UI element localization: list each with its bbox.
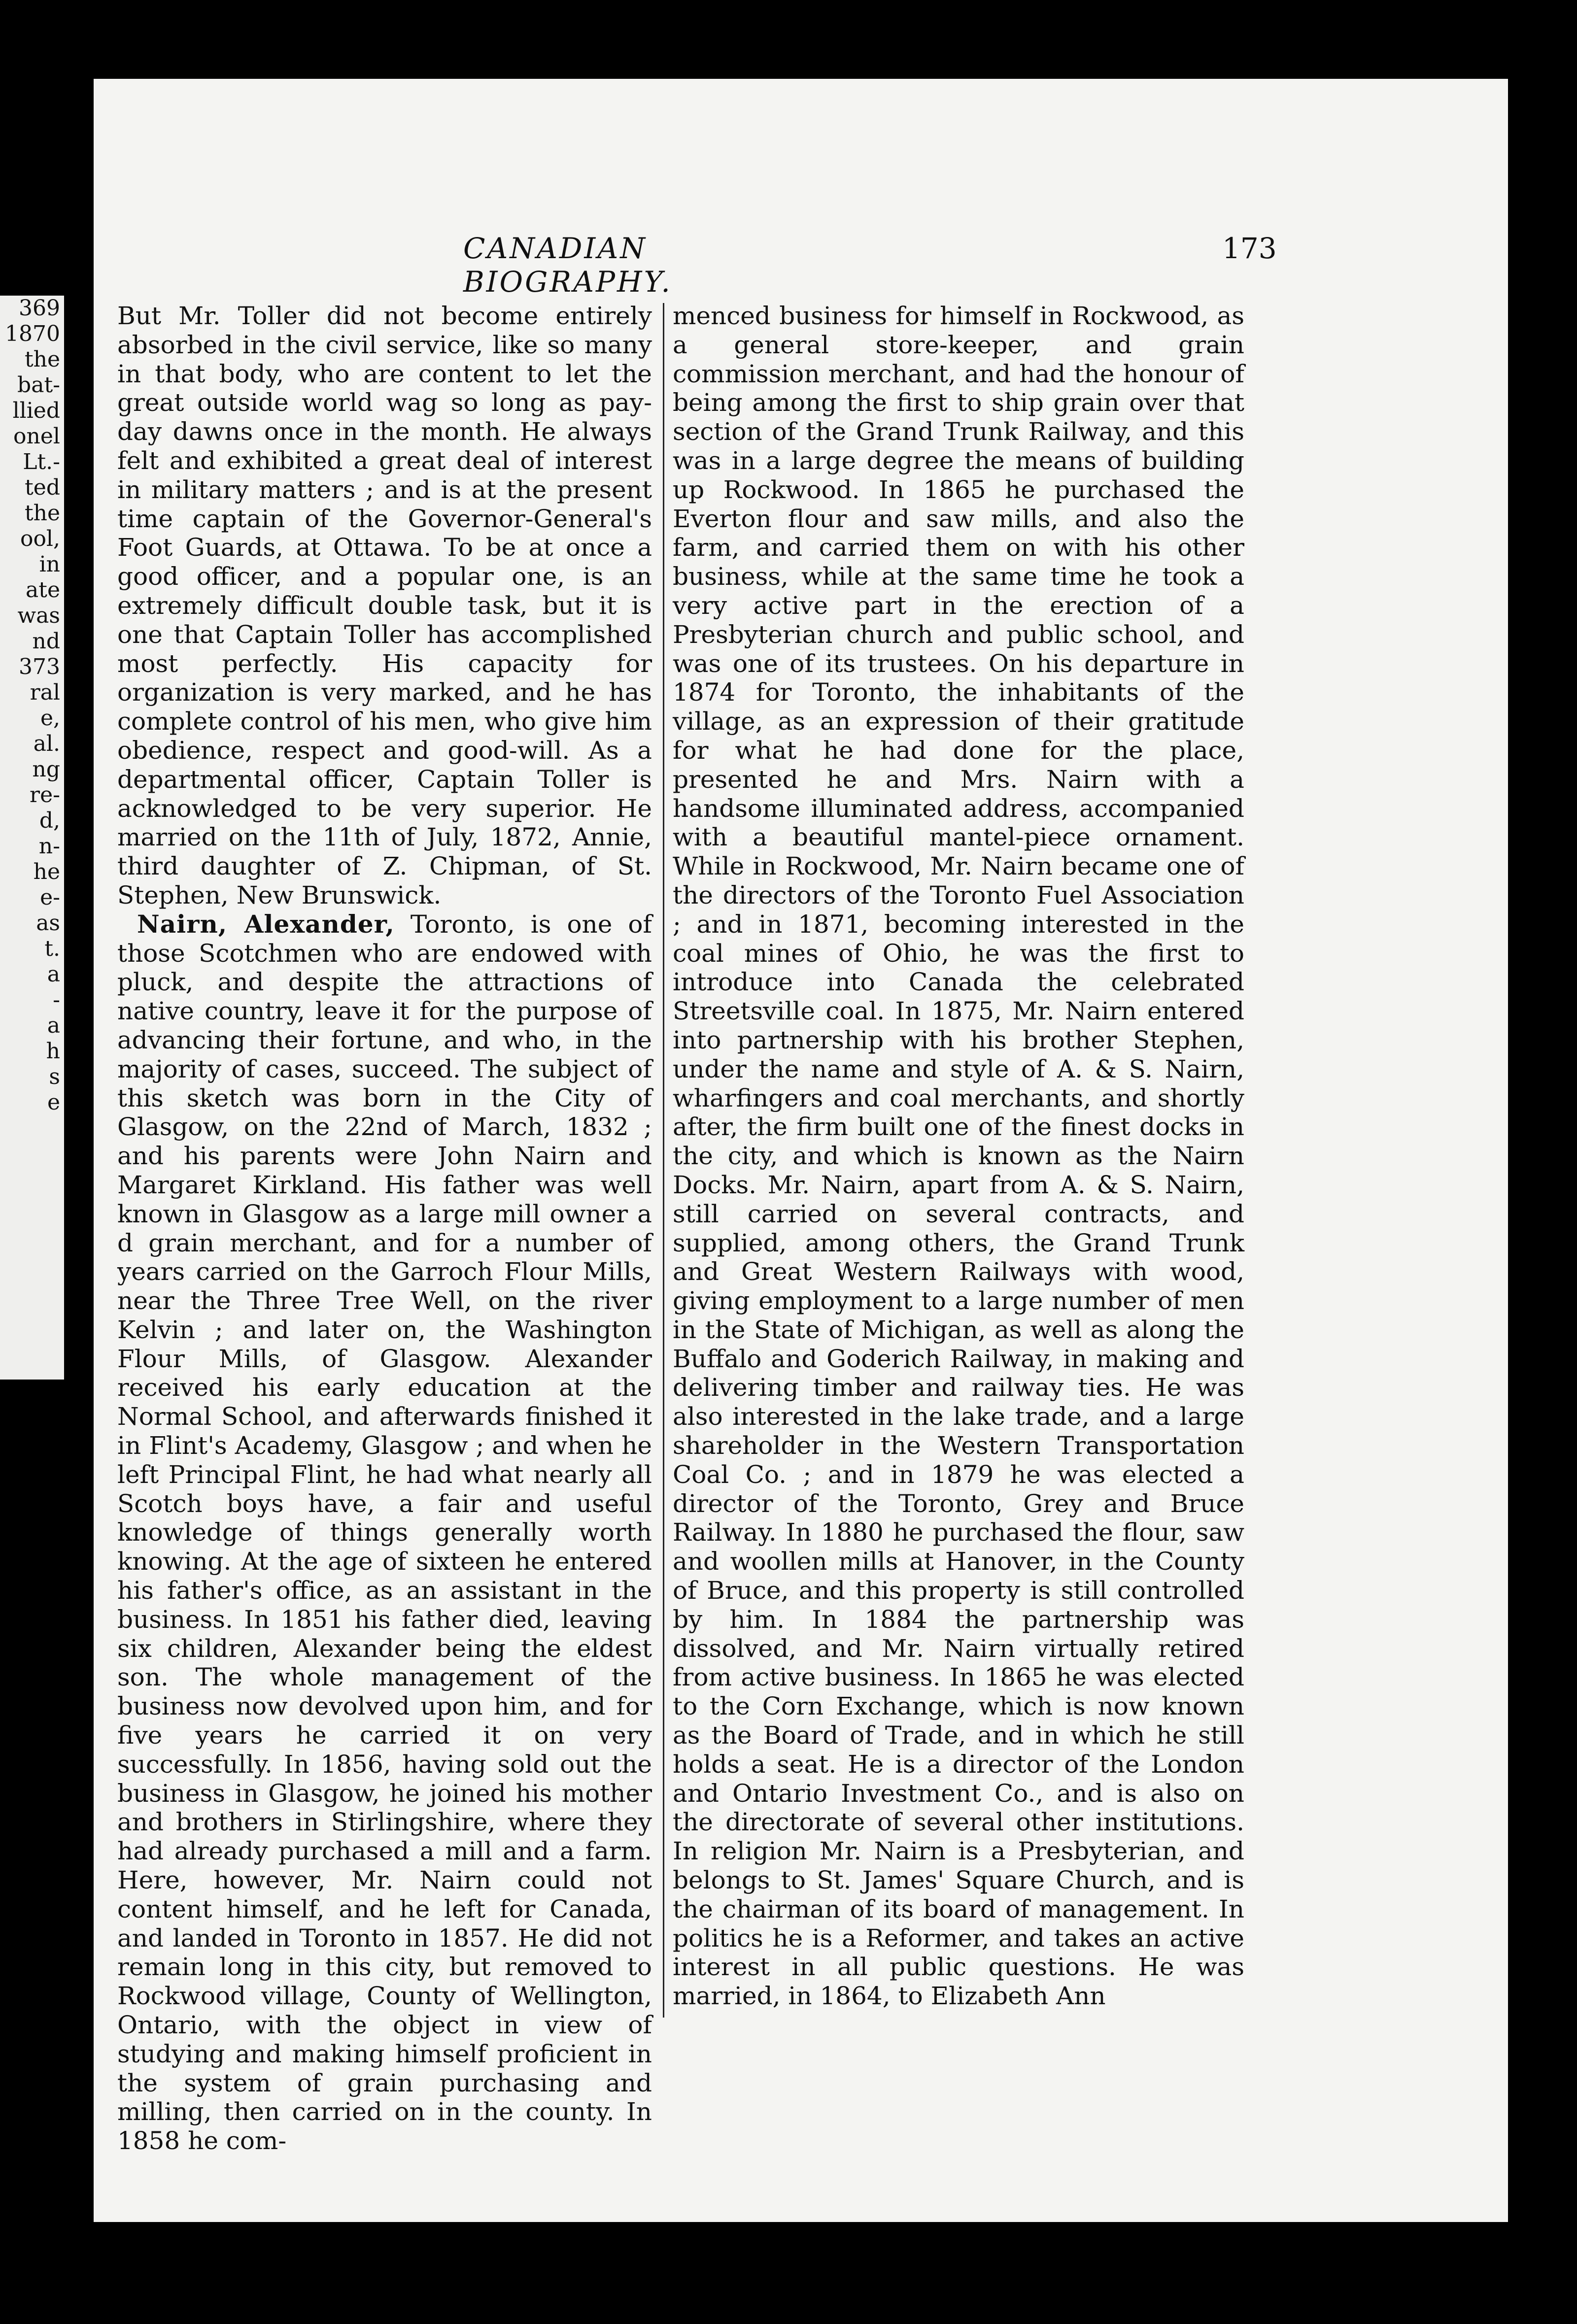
margin-fragment: a [47,1013,60,1038]
margin-fragment: h [46,1039,60,1064]
margin-fragment: e- [40,885,60,910]
margin-fragment: was [17,603,60,628]
paragraph-toller: But Mr. Toller did not become entirely absorbed in the civil service, like so many in that body, who are content to let the great outside world wag so long as pay-day dawns once in the month. He always felt and exhibited a great deal of interest in military matters ; and is at the present time captain of the Governor-General's Foot Guards, at Ottawa. To be at once a good officer, and a popular one, is an extremely difficult double task, but it is one that Captain Toller has accomplished most perfectly. His capacity for organization is very marked, and he has complete control of his men, who give him obedience, respect and good-will. As a departmental officer, Captain Toller is acknowledged to be very superior. He married on the 11th of July, 1872, Annie, third daughter of Z. Chipman, of St. Stephen, New Brunswick. [117,302,652,909]
entry-text: Toronto, is one of those Scotchmen who are endowed with pluck, and despite the attractions of native country, leave it for the purpose of advancing their fortune, and who, in the majority of cases, succeed. The subject of this sketch was born in the City of Glasgow, on the 22nd of March, 1832 ; and his parents were John Nairn and Margaret Kirkland. His father was well known in Glasgow as a large mill owner a d grain merchant, and for a number of years carried on the Garroch Flour Mills, near the Three Tree Well, on the river Kelvin ; and later on, the Washington Flour Mills, of Glasgow. Alexander received his early education at the Normal School, and afterwards finished it in Flint's Academy, Glasgow ; and when he left Principal Flint, he had what nearly all Scotch boys have, a fair and useful knowledge of things generally worth knowing. At the age of sixteen he entered his father's office, as an assistant in the business. In 1851 his father died, leaving six children, Alexander being the eldest son. The whole management of the business now devolved upon him, and for five years he carried it on very successfully. In 1856, having sold out the business in Glasgow, he joined his mother and brothers in Stirlingshire, where they had already purchased a mill and a farm. Here, however, Mr. Nairn could not content himself, and he left for Canada, and landed in Toronto in 1857. He did not remain long in this city, but removed to Rockwood village, County of Wellington, Ontario, with the object in view of studying and making himself proficient in the system of grain purchasing and milling, then carried on in the county. In 1858 he com- [117,909,652,2156]
margin-fragment: a [47,962,60,987]
running-title: CANADIAN BIOGRAPHY. [463,232,672,299]
margin-fragment: n- [38,834,60,859]
margin-fragment: nd [32,629,60,654]
column-divider [663,303,664,2018]
margin-fragment: e [47,1090,60,1115]
left-column [117,302,652,2156]
margin-fragment: ate [26,577,60,603]
margin-fragment: ng [32,757,60,782]
entry-headword: Nairn, Alexander, [137,909,395,939]
margin-fragment: onel [13,424,60,449]
margin-fragment: llied [12,398,60,423]
margin-fragment: 373 [19,654,60,679]
margin-fragment: s [49,1064,60,1089]
paragraph-nairn [117,910,652,2156]
margin-fragment: ool, [20,526,60,551]
margin-fragment: in [39,552,60,577]
margin-fragment: Lt.- [23,449,60,474]
margin-fragment: al. [33,731,60,756]
margin-fragment: ral [30,680,60,705]
margin-fragment: he [33,859,60,884]
margin-fragment: bat- [17,372,60,398]
margin-fragment: 1870 [5,321,60,346]
margin-fragment: - [53,987,60,1012]
paragraph-nairn-continued: menced business for himself in Rockwood, as a general store-keeper, and grain commission merchant, and had the honour of being among the first to ship grain over that section of the Grand Trunk Railway, and this was in a large degree the means of building up Rockwood. In 1865 he purchased the Everton flour and saw mills, and also the farm, and carried them on with his other business, while at the same time he took a very active part in the erection of a Presbyterian church and public school, and was one of its trustees. On his departure in 1874 for Toronto, the inhabitants of the village, as an expression of their gratitude for what he had done for the place, presented he and Mrs. Nairn with a handsome illuminated address, accompanied with a beautiful mantel-piece ornament. While in Rockwood, Mr. Nairn became one of the directors of the Toronto Fuel Association ; and in 1871, becoming interested in the coal mines of Ohio, he was the first to introduce into Canada the celebrated Streetsville coal. In 1875, Mr. Nairn entered into partnership with his brother Stephen, under the name and style of A. & S. Nairn, wharfingers and coal merchants, and shortly after, the firm built one of the finest docks in the city, and which is known as the Nairn Docks. Mr. Nairn, apart from A. & S. Nairn, still carried on several contracts, and supplied, among others, the Grand Trunk and Great Western Railways with wood, giving employment to a large number of men in the State of Michigan, as well as along the Buffalo and Goderich Railway, in making and delivering timber and railway ties. He was also interested in the lake trade, and a large shareholder in the Western Transportation Coal Co. ; and in 1879 he was elected a director of the Toronto, Grey and Bruce Railway. In 1880 he purchased the flour, saw and woollen mills at Hanover, in the County of Bruce, and this property is still controlled by him. In 1884 the partnership was dissolved, and Mr. Nairn virtually retired from active business. In 1865 he was elected to the Corn Exchange, which is now known as the Board of Trade, and in which he still holds a seat. He is a director of the London and Ontario Investment Co., and is also on the directorate of several other institutions. In religion Mr. Nairn is a Presbyterian, and belongs to St. James' Square Church, and is the chairman of its board of management. In politics he is a Reformer, and takes an active interest in all public questions. He was married, in 1864, to Elizabeth Ann [673,302,1244,2011]
margin-fragment: t. [44,936,60,961]
margin-fragment: e, [40,706,60,731]
margin-fragment: re- [30,782,60,808]
margin-fragment: ted [25,475,60,500]
margin-fragment: the [24,347,60,372]
margin-fragment: 369 [19,296,60,321]
adjacent-page-margin [0,296,64,1380]
right-column [673,302,1244,2011]
page-number: 173 [1222,232,1277,265]
margin-fragment: as [36,910,60,936]
margin-fragment: the [24,501,60,526]
margin-fragment: d, [39,808,60,833]
